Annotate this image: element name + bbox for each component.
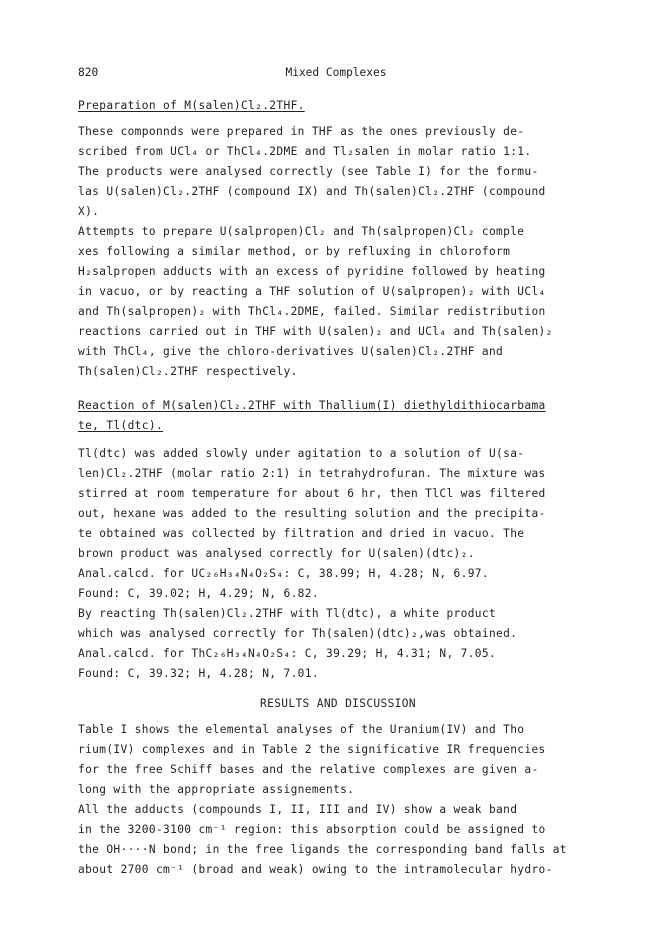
paragraph-line: scribed from UCl₄ or ThCl₄.2DME and Tl₂salen in molar ratio 1:1. xyxy=(78,145,532,158)
paragraph-line: out, hexane was added to the resulting solution and the precipita- xyxy=(78,507,546,520)
paragraph-line: H₂salpropen adducts with an excess of pyridine followed by heating xyxy=(78,265,546,278)
paragraph-line: All the adducts (compounds I, II, III and IV) show a weak band xyxy=(78,803,518,816)
section-heading-reaction-cont: te, Tl(dtc). xyxy=(78,419,164,432)
paragraph-line: By reacting Th(salen)Cl₂.2THF with Tl(dtc), a white product xyxy=(78,607,497,620)
paragraph-line: which was analysed correctly for Th(salen)(dtc)₂,was obtained. xyxy=(78,627,518,640)
paragraph-line: These componnds were prepared in THF as the ones previously de- xyxy=(78,125,525,138)
paragraph-line: about 2700 cm⁻¹ (broad and weak) owing to the intramolecular hydro- xyxy=(78,863,553,876)
paragraph-line: reactions carried out in THF with U(salen)₂ and UCl₄ and Th(salen)₂ xyxy=(78,325,553,338)
paragraph-line: brown product was analysed correctly for U(salen)(dtc)₂. xyxy=(78,547,475,560)
paragraph-line: len)Cl₂.2THF (molar ratio 2:1) in tetrahydrofuran. The mixture was xyxy=(78,467,546,480)
paragraph-line: te obtained was collected by filtration and dried in vacuo. The xyxy=(78,527,525,540)
analysis-line: Found: C, 39.02; H, 4.29; N, 6.82. xyxy=(78,587,319,600)
paragraph-line: the OH····N bond; in the free ligands the corresponding band falls at xyxy=(78,843,567,856)
paragraph-line: The products were analysed correctly (see Table I) for the formu- xyxy=(78,165,539,178)
running-title: Mixed Complexes xyxy=(285,66,387,79)
analysis-line: Found: C, 39.32; H, 4.28; N, 7.01. xyxy=(78,667,319,680)
paragraph-line: xes following a similar method, or by refluxing in chloroform xyxy=(78,245,511,258)
section-heading-results: RESULTS AND DISCUSSION xyxy=(260,697,416,710)
paragraph-line: Attempts to prepare U(salpropen)Cl₂ and Th(salpropen)Cl₂ comple xyxy=(78,225,525,238)
paragraph-line: long with the appropriate assignements. xyxy=(78,783,355,796)
paragraph-line: in the 3200-3100 cm⁻¹ region: this absorption could be assigned to xyxy=(78,823,546,836)
paragraph-line: for the free Schiff bases and the relative complexes are given a- xyxy=(78,763,539,776)
paragraph-line: rium(IV) complexes and in Table 2 the significative IR frequencies xyxy=(78,743,546,756)
section-heading-preparation: Preparation of M(salen)Cl₂.2THF. xyxy=(78,99,305,112)
paragraph-line: and Th(salpropen)₂ with ThCl₄.2DME, failed. Similar redistribution xyxy=(78,305,546,318)
paragraph-line: with ThCl₄, give the chloro-derivatives U(salen)Cl₂.2THF and xyxy=(78,345,504,358)
paragraph-line: las U(salen)Cl₂.2THF (compound IX) and Th(salen)Cl₂.2THF (compound xyxy=(78,185,546,198)
analysis-line: Anal.calcd. for UC₂₆H₃₄N₄O₂S₄: C, 38.99; H, 4.28; N, 6.97. xyxy=(78,567,489,580)
analysis-line: Anal.calcd. for ThC₂₆H₃₄N₄O₂S₄: C, 39.29; H, 4.31; N, 7.05. xyxy=(78,647,497,660)
paragraph-line: Table I shows the elemental analyses of the Uranium(IV) and Tho xyxy=(78,723,525,736)
paragraph-line: Tl(dtc) was added slowly under agitation to a solution of U(sa- xyxy=(78,447,525,460)
paragraph-line: Th(salen)Cl₂.2THF respectively. xyxy=(78,365,298,378)
page-number: 820 xyxy=(78,66,99,79)
paragraph-line: in vacuo, or by reacting a THF solution of U(salpropen)₂ with UCl₄ xyxy=(78,285,546,298)
paragraph-line: X). xyxy=(78,205,100,218)
section-heading-reaction: Reaction of M(salen)Cl₂.2THF with Thallium(I) diethyldithiocarbama xyxy=(78,399,546,412)
paragraph-line: stirred at room temperature for about 6 hr, then TlCl was filtered xyxy=(78,487,546,500)
